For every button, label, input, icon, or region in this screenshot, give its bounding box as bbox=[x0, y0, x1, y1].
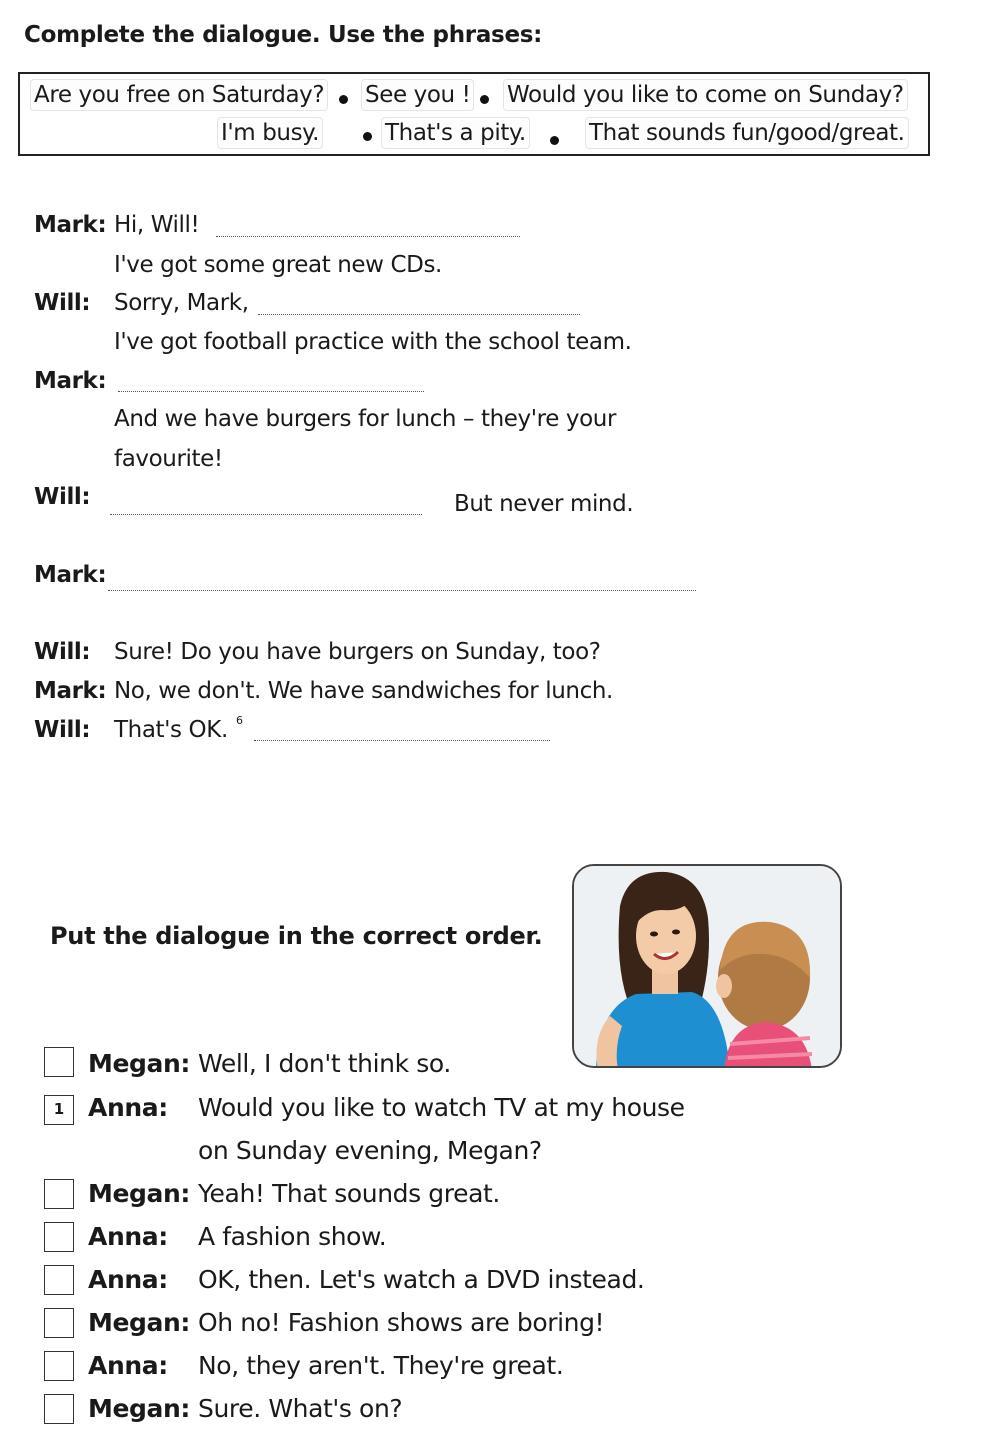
answer-blank[interactable] bbox=[108, 590, 696, 591]
bullet-dot bbox=[363, 132, 372, 141]
speaker-label: Will: bbox=[34, 717, 91, 743]
dialogue-line: And we have burgers for lunch – they're your bbox=[114, 406, 617, 432]
order-number-box[interactable] bbox=[44, 1351, 74, 1381]
dialogue-line: Sure! Do you have burgers on Sunday, too? bbox=[114, 639, 601, 665]
answer-blank[interactable] bbox=[118, 391, 424, 392]
dialogue-line: Hi, Will! bbox=[114, 212, 200, 238]
answer-blank[interactable] bbox=[258, 314, 580, 315]
speaker-label: Mark: bbox=[34, 368, 107, 394]
dialogue-line: on Sunday evening, Megan? bbox=[198, 1136, 542, 1165]
exercise-1-instruction: Complete the dialogue. Use the phrases: bbox=[24, 22, 543, 48]
speaker-label: Anna: bbox=[88, 1265, 168, 1294]
dialogue-line: But never mind. bbox=[454, 491, 634, 517]
phrase-chip: That's a pity. bbox=[382, 118, 529, 148]
phrase-chip: Are you free on Saturday? bbox=[31, 80, 327, 110]
answer-blank[interactable] bbox=[110, 514, 422, 515]
order-number-box[interactable] bbox=[44, 1179, 74, 1209]
photo-two-girls bbox=[572, 864, 842, 1068]
phrase-box bbox=[18, 72, 930, 156]
dialogue-line: Sorry, Mark, bbox=[114, 290, 249, 316]
speaker-label: Anna: bbox=[88, 1351, 168, 1380]
speaker-label: Anna: bbox=[88, 1093, 168, 1122]
phrase-chip: Would you like to come on Sunday? bbox=[504, 80, 907, 110]
speaker-label: Mark: bbox=[34, 562, 107, 588]
dialogue-line: I've got some great new CDs. bbox=[114, 252, 442, 278]
answer-blank[interactable] bbox=[254, 740, 550, 741]
phrase-chip: That sounds fun/good/great. bbox=[586, 118, 908, 148]
bullet-dot bbox=[550, 136, 559, 145]
exercise-2-instruction: Put the dialogue in the correct order. bbox=[50, 922, 543, 950]
order-number-box[interactable] bbox=[44, 1222, 74, 1252]
speaker-label: Mark: bbox=[34, 678, 107, 704]
phrase-chip: See you ! bbox=[362, 80, 473, 110]
order-number-box[interactable] bbox=[44, 1308, 74, 1338]
blank-number: 6 bbox=[236, 714, 243, 727]
phrase-chip: I'm busy. bbox=[218, 118, 322, 148]
dialogue-line: Well, I don't think so. bbox=[198, 1049, 451, 1078]
dialogue-line: That's OK. bbox=[114, 717, 228, 743]
speaker-label: Megan: bbox=[88, 1394, 190, 1423]
dialogue-line: A fashion show. bbox=[198, 1222, 387, 1251]
speaker-label: Megan: bbox=[88, 1179, 190, 1208]
dialogue-line: Oh no! Fashion shows are boring! bbox=[198, 1308, 605, 1337]
dialogue-line: favourite! bbox=[114, 446, 223, 472]
speaker-label: Mark: bbox=[34, 212, 107, 238]
order-number-box[interactable]: 1 bbox=[44, 1095, 74, 1125]
order-number-box[interactable] bbox=[44, 1394, 74, 1424]
bullet-dot bbox=[480, 95, 489, 104]
answer-blank[interactable] bbox=[216, 236, 520, 237]
dialogue-line: OK, then. Let's watch a DVD instead. bbox=[198, 1265, 645, 1294]
dialogue-line: No, they aren't. They're great. bbox=[198, 1351, 564, 1380]
dialogue-line: Yeah! That sounds great. bbox=[198, 1179, 500, 1208]
bullet-dot bbox=[339, 95, 348, 104]
illustration-girls-talking bbox=[574, 866, 842, 1068]
order-number-box[interactable] bbox=[44, 1265, 74, 1295]
speaker-label: Will: bbox=[34, 484, 91, 510]
dialogue-line: I've got football practice with the school team. bbox=[114, 329, 632, 355]
dialogue-line: Would you like to watch TV at my house bbox=[198, 1093, 685, 1122]
speaker-label: Will: bbox=[34, 290, 91, 316]
speaker-label: Anna: bbox=[88, 1222, 168, 1251]
order-number-box[interactable] bbox=[44, 1047, 74, 1077]
speaker-label: Megan: bbox=[88, 1049, 190, 1078]
dialogue-line: Sure. What's on? bbox=[198, 1394, 403, 1423]
dialogue-line: No, we don't. We have sandwiches for lunch. bbox=[114, 678, 613, 704]
speaker-label: Megan: bbox=[88, 1308, 190, 1337]
speaker-label: Will: bbox=[34, 639, 91, 665]
